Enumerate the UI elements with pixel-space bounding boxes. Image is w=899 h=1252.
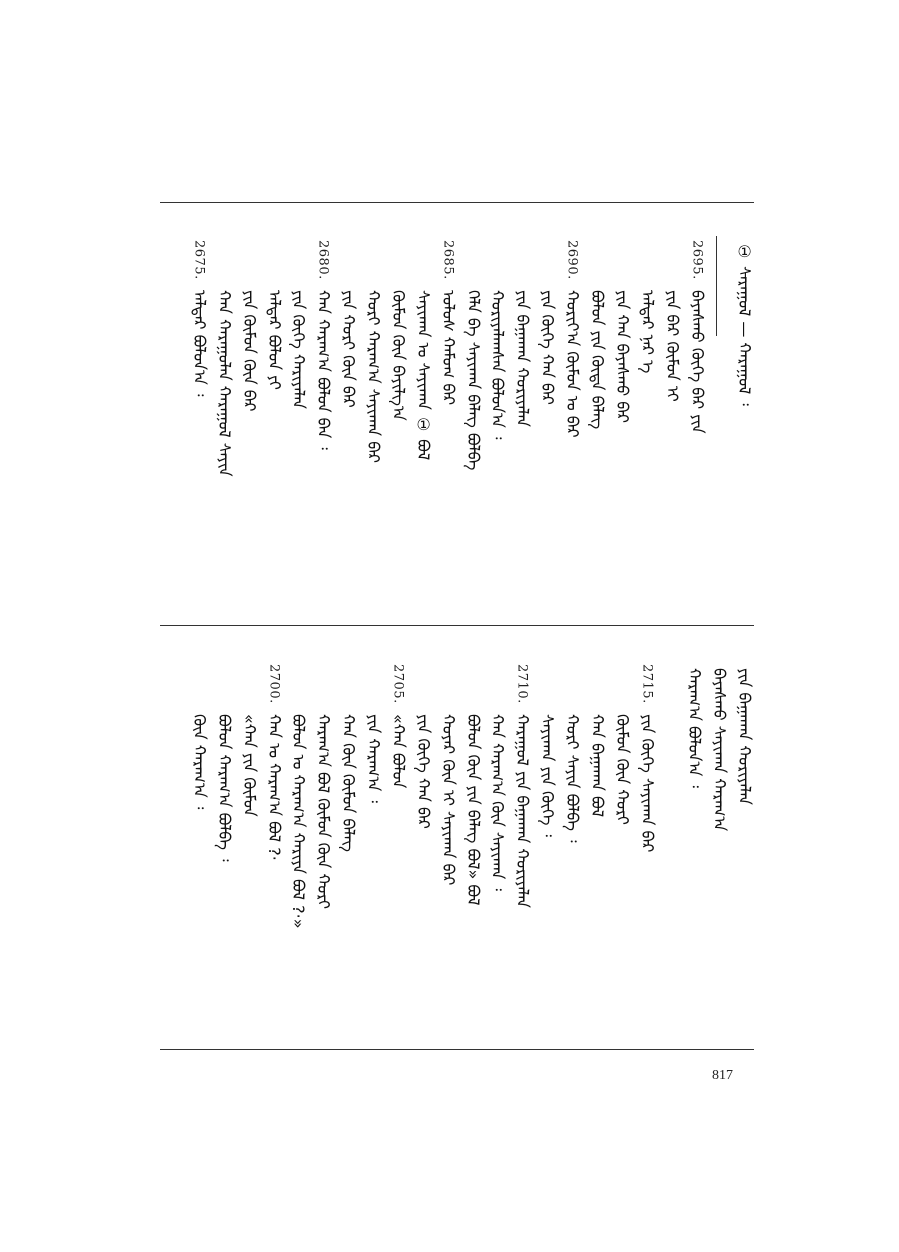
top-rule xyxy=(160,202,754,203)
verse-line: ᠪᠠᠶᠠᠰᠬᠤ ᠰᠠᠶᠢᠬᠠᠨ ᠬᠠᠷᠠᠭ᠎ᠠ xyxy=(710,668,729,832)
line-number: 2700. xyxy=(266,664,282,704)
verse-line: ᠶᠢᠨ ᠬᠥᠬᠡ ᠰᠠᠶᠢᠬᠠᠨ ᠪᠡᠷ xyxy=(638,714,657,853)
verse-line: ᠶᠢᠨ ᠪᠡᠷ ᠬᠦᠮᠦᠨ ᠢ xyxy=(663,290,682,402)
verse-line: ᠬᠡᠯᠡ ᠪᠡ ᠰᠠᠶᠢᠬᠠᠨ ᠪᠡᠯᠡᠭ ᠪᠣᠯᠪᠠ xyxy=(464,290,483,471)
verse-line: ᠪᠤᠯᠤᠨ ᠬᠦᠨ ᠶᠢᠨ ᠪᠡᠯᠡᠭ ᠪᠣᠯ» ᠪᠣᠯ xyxy=(464,714,483,906)
line-number: 2680. xyxy=(315,240,331,280)
verse-line: ᠬᠠᠨ ᠤ ᠬᠠᠷᠠᠭ᠎ᠠ ᠪᠣᠯ ?· xyxy=(265,714,284,861)
verse-line: ᠬᠣᠶᠠᠷ ᠬᠦᠨ ᠢ ᠰᠠᠶᠢᠬᠠᠨ ᠪᠠᠷ xyxy=(439,714,458,886)
line-number: 2690. xyxy=(564,240,580,280)
verse-line: ᠬᠤᠷᠢᠶᠠᠯᠠᠭᠰᠠᠨ ᠪᠣᠯᠤᠨ᠎ᠠ ᠄ xyxy=(488,290,507,440)
verse-line: ᠤᠯᠤᠰ ᠬᠠᠮᠤᠭ ᠪᠡᠷ xyxy=(439,290,458,406)
line-number: 2710. xyxy=(514,664,530,704)
footnote-marker: ① xyxy=(735,242,754,261)
verse-line: ᠬᠠᠷᠠᠭᠤᠯ ᠶᠢᠨ ᠪᠠᠭᠠᠬᠠᠨ ᠬᠣᠷᠢᠶᠠᠯᠠᠨ xyxy=(513,714,532,908)
footnote-text: ① ᠰᠠᠷᠠᠭᠤᠯ — ᠬᠠᠷᠠᠭᠤᠯ ᠄ xyxy=(735,242,754,406)
verse-line: ᠶᠢᠨ ᠪᠠᠭᠠᠬᠠᠨ ᠬᠣᠷᠢᠶᠠᠯᠠᠨ xyxy=(735,668,754,805)
verse-line: ᠬᠠᠷᠠᠭ᠎ᠠ ᠪᠣᠯᠤᠨ᠎ᠠ ᠄ xyxy=(685,668,704,788)
line-number: 2685. xyxy=(440,240,456,280)
line-number: 2675. xyxy=(191,240,207,280)
footnote-separator xyxy=(716,236,717,336)
verse-line: ᠠᠯᠳᠠᠷ ᠨᠡᠷ ᠡ xyxy=(638,290,657,374)
verse-line: ᠪᠣᠯᠤᠨ ᠤ ᠬᠠᠷᠠᠭ᠎ᠠ ᠬᠠᠷᠢᠶᠠ ᠪᠣᠯ ?·» xyxy=(289,714,308,929)
verse-line: ᠰᠠᠶᠢᠬᠠᠨ ᠶᠢᠨ ᠬᠥᠬᠡ ᠄ xyxy=(538,714,557,837)
verse-line: ᠬᠠᠨ ᠬᠦᠨ ᠬᠦᠮᠦᠨ ᠪᠡᠯᠡᠭ xyxy=(339,714,358,852)
verse-line: ᠠᠯᠳᠠᠷ ᠪᠣᠯᠤᠨ ᠶᠢ xyxy=(265,290,284,390)
line-number: 2695. xyxy=(689,240,705,280)
verse-line: ᠬᠠᠨ ᠬᠠᠷᠠᠭᠤᠯᠠᠨ ᠬᠠᠷᠠᠭᠤᠯ ᠰᠠᠶᠢᠨ xyxy=(215,290,234,477)
line-number: 2715. xyxy=(639,664,655,704)
verse-line: ᠠᠯᠳᠠᠷ ᠪᠣᠯᠤᠨ᠎ᠠ ᠄ xyxy=(190,290,209,397)
verse-line: ᠪᠠᠶᠠᠰᠬᠤ ᠬᠥᠬᠡ ᠪᠡᠷ ᠶᠢᠨ xyxy=(688,290,707,434)
verse-line: ᠬᠦᠮᠦᠨ ᠬᠦᠨ ᠪᠠᠶᠢᠯᠭ᠎ᠠ xyxy=(389,290,408,421)
verse-line: ᠬᠠᠨ ᠬᠠᠷᠠᠭ᠎ᠠ ᠪᠤᠯᠤᠨ ᠪᠡᠨ ᠄ xyxy=(314,290,333,450)
verse-line: ᠬᠤᠷᠢᠶ᠎ᠠ ᠬᠦᠮᠦᠨ ᠤ ᠪᠠᠷ xyxy=(563,290,582,438)
verse-line: ᠶᠢᠨ ᠬᠥᠬᠡ ᠬᠠᠷᠢᠶᠠᠯᠠᠨ xyxy=(289,290,308,409)
verse-line: ᠶᠢᠨ ᠬᠦᠮᠦᠨ ᠬᠦᠨ ᠪᠠᠷ xyxy=(240,290,259,412)
verse-line: ᠶᠢᠨ ᠬᠥᠬᠡ ᠬᠠᠨ ᠪᠠᠷ xyxy=(538,290,557,405)
verse-line: ᠬᠦᠨ ᠬᠠᠷᠠᠭ᠎ᠠ ᠄ xyxy=(190,714,209,810)
line-number: 2705. xyxy=(390,664,406,704)
verse-line: ᠰᠠᠶᠢᠬᠠᠨ ᠤ ᠰᠠᠶᠢᠬᠠᠨ ① ᠪᠣᠯ xyxy=(414,290,433,461)
footnote xyxy=(733,242,755,442)
verse-line: ᠬᠤᠷᠢ ᠰᠠᠶᠢᠨ ᠪᠣᠯᠪᠠ ᠄ xyxy=(563,714,582,843)
verse-line: ᠬᠠᠷᠠᠭ᠎ᠠ ᠪᠤᠯ ᠬᠦᠮᠦᠨ ᠬᠦᠨ ᠬᠣᠷᠢ xyxy=(314,714,333,910)
verse-line: ᠬᠠᠨ ᠬᠠᠷᠠᠭ᠎ᠠ ᠬᠦᠨ ᠰᠠᠶᠢᠬᠠᠨ ᠄ xyxy=(488,714,507,891)
verse-line: ᠶᠢᠨ ᠬᠠᠨ ᠪᠠᠶᠠᠰᠬᠤ ᠪᠠᠷ xyxy=(613,290,632,424)
verse-line: ᠪᠣᠯᠤᠨ ᠬᠠᠷᠠᠭ᠎ᠠ ᠪᠣᠯᠪᠠ ᠄ xyxy=(215,714,234,862)
verse-line: ᠬᠤᠷᠢ ᠬᠠᠷᠠᠭ᠎ᠠ ᠰᠠᠶᠢᠬᠠᠨ ᠪᠡᠷ xyxy=(364,290,383,464)
verse-line: ᠶᠢᠨ ᠬᠥᠬᠡ ᠬᠠᠨ ᠪᠠᠷ xyxy=(414,714,433,829)
verse-line: «ᠬᠠᠨ ᠪᠣᠯᠤᠨ xyxy=(389,714,408,789)
bottom-rule xyxy=(160,1049,754,1050)
middle-rule xyxy=(160,625,754,626)
verse-line: ᠶᠢᠨ ᠬᠠᠷᠠᠭ᠎ᠠ ᠄ xyxy=(364,714,383,803)
verse-line: ᠬᠦᠮᠦᠨ ᠬᠦᠨ ᠬᠣᠷᠢ xyxy=(613,714,632,825)
verse-line: ᠪᠤᠯᠤᠨ ᠶᠢᠨ ᠬᠦᠳᠡ ᠪᠡᠯᠡᠭ xyxy=(588,290,607,430)
verse-line: ᠶᠢᠨ ᠪᠠᠭᠠᠬᠠᠨ ᠬᠣᠷᠢᠶᠠᠯᠠᠨ xyxy=(513,290,532,427)
page-number: 817 xyxy=(712,1068,733,1083)
verse-line: «ᠬᠠᠨ ᠶᠢᠨ ᠬᠦᠮᠦᠨ xyxy=(240,714,259,817)
verse-line: ᠬᠠᠨ ᠪᠠᠭᠠᠬᠠᠨ ᠪᠣᠯ xyxy=(588,714,607,818)
verse-line: ᠶᠢᠨ ᠬᠤᠷᠢ ᠬᠦᠨ ᠪᠠᠷ xyxy=(339,290,358,408)
